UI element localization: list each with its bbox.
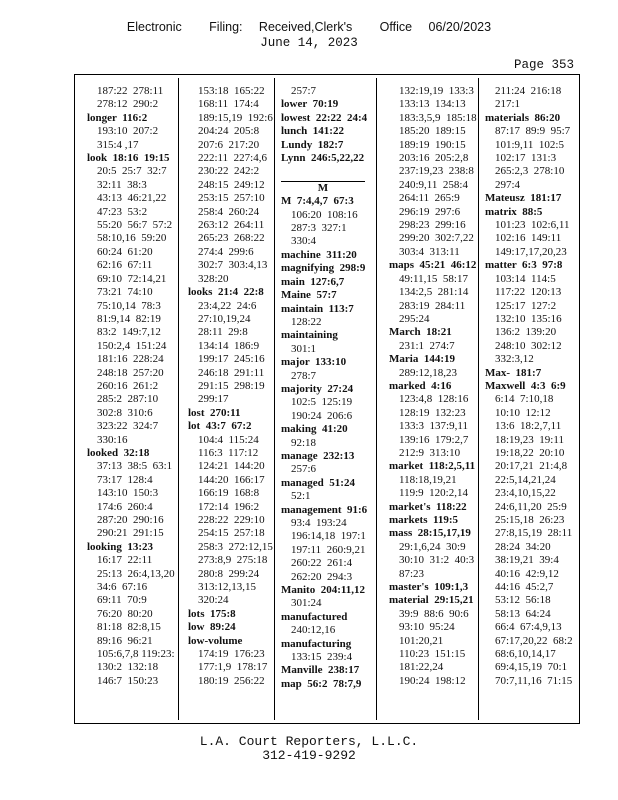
page-line-refs: 301:24 xyxy=(291,597,322,610)
page-line-refs: 248:15 249:12 xyxy=(198,178,265,191)
page-line-refs: 133:13 134:13 xyxy=(399,98,466,111)
page-line-refs: 211:24 216:18 xyxy=(495,85,562,97)
index-term: material 29:15,21 xyxy=(389,594,474,607)
index-term: Mateusz 181:17 xyxy=(485,192,562,205)
index-term: master's 109:1,3 xyxy=(389,581,469,594)
page-line-refs: 262:20 294:3 xyxy=(291,570,353,583)
page-line-refs: 66:4 67:4,9,13 xyxy=(495,621,562,634)
page-line-refs: 27:8,15,19 28:11 xyxy=(495,527,573,540)
index-term: lot 43:7 67:2 xyxy=(188,420,252,433)
page-line-refs: 130:2 132:18 xyxy=(97,661,159,674)
page-line-refs: 166:19 168:8 xyxy=(198,487,260,500)
page-line-refs: 240:12,16 xyxy=(291,624,336,637)
index-term: market's 118:22 xyxy=(389,500,467,513)
page-line-refs: 263:12 264:11 xyxy=(198,219,265,232)
index-term: market 118:2,5,11 xyxy=(389,460,476,473)
page-line-refs: 132:10 135:16 xyxy=(495,312,562,325)
index-frame xyxy=(74,74,580,724)
page-line-refs: 101:23 102:6,11 xyxy=(495,219,570,232)
page-line-refs: 291:15 298:19 xyxy=(198,379,265,392)
index-term: managed 51:24 xyxy=(281,476,355,489)
page-line-refs: 89:16 96:21 xyxy=(97,634,153,647)
page-line-refs: 125:17 127:2 xyxy=(495,299,557,312)
page-line-refs: 177:1,9 178:17 xyxy=(198,661,268,674)
page-line-refs: 187:22 278:11 xyxy=(97,85,164,97)
page-line-refs: 172:14 196:2 xyxy=(198,500,260,513)
page-line-refs: 283:19 284:11 xyxy=(399,299,466,312)
page-line-refs: 116:3 117:12 xyxy=(198,446,259,459)
index-column-2 xyxy=(188,85,282,688)
page-line-refs: 328:20 xyxy=(198,272,229,285)
page-line-refs: 123:4,8 128:16 xyxy=(399,393,469,406)
page-line-refs: 181:22,24 xyxy=(399,661,444,674)
page-line-refs: 265:2,3 278:10 xyxy=(495,165,565,178)
page-line-refs: 153:18 165:22 xyxy=(198,85,265,97)
index-term: magnifying 298:9 xyxy=(281,262,366,275)
index-term: maintaining xyxy=(281,329,338,342)
page-line-refs: 43:13 46:21,22 xyxy=(97,192,167,205)
page-line-refs: 49:11,15 58:17 xyxy=(399,272,468,285)
page-line-refs: 146:7 150:23 xyxy=(97,674,159,687)
page-line-refs: 16:17 22:11 xyxy=(97,554,153,567)
page-line-refs: 103:14 114:5 xyxy=(495,272,556,285)
page-line-refs: 313:12,13,15 xyxy=(198,581,257,594)
page-line-refs: 60:24 61:20 xyxy=(97,245,153,258)
hearing-date: June 14, 2023 xyxy=(260,36,358,50)
page-line-refs: 254:15 257:18 xyxy=(198,527,265,540)
page-line-refs: 133:15 239:4 xyxy=(291,651,353,664)
page-line-refs: 189:19 190:15 xyxy=(399,138,466,151)
page-line-refs: 6:14 7:10,18 xyxy=(495,393,554,406)
page-line-refs: 303:4 313:11 xyxy=(399,245,460,258)
page-line-refs: 106:20 108:16 xyxy=(291,208,358,221)
page-line-refs: 32:11 38:3 xyxy=(97,178,147,191)
page-line-refs: 25:15,18 26:23 xyxy=(495,514,565,526)
index-term: management 91:6 xyxy=(281,503,368,516)
page-line-refs: 183:3,5,9 185:18 xyxy=(399,111,477,124)
index-term: low-volume xyxy=(188,634,243,647)
page-line-refs: 299:20 302:7,22 xyxy=(399,232,474,245)
page-line-refs: 81:9,14 82:19 xyxy=(97,312,161,325)
page-line-refs: 93:10 95:24 xyxy=(399,621,455,634)
index-term: Manito 204:11,12 xyxy=(281,584,366,597)
page-line-refs: 128:19 132:23 xyxy=(399,406,466,419)
page-line-refs: 264:11 265:9 xyxy=(399,192,460,205)
page-line-refs: 101:20,21 xyxy=(399,634,444,647)
index-term: maintain 113:7 xyxy=(281,302,354,315)
page-line-refs: 22:5,14,21,24 xyxy=(495,473,556,486)
page-line-refs: 75:10,14 78:3 xyxy=(97,299,161,312)
index-term: Lundy 182:7 xyxy=(281,138,344,151)
index-term: low 89:24 xyxy=(188,621,236,634)
page-line-refs: 181:16 228:24 xyxy=(97,353,164,366)
index-term: Maria 144:19 xyxy=(389,353,455,366)
page-line-refs: 139:16 179:2,7 xyxy=(399,433,469,446)
page-line-refs: 87:17 89:9 95:7 xyxy=(495,125,571,138)
page-line-refs: 28:24 34:20 xyxy=(495,540,551,553)
index-term: lowest 22:22 24:4 xyxy=(281,111,368,124)
page-line-refs: 301:1 xyxy=(291,342,317,355)
index-term: looked 32:18 xyxy=(87,446,150,459)
page-line-refs: 55:20 56:7 57:2 xyxy=(97,219,173,232)
page-line-refs: 315:4 ,17 xyxy=(97,138,139,151)
page-line-refs: 69:4,15,19 70:1 xyxy=(495,661,568,674)
index-term: markets 119:5 xyxy=(389,514,459,526)
page-line-refs: 76:20 80:20 xyxy=(97,607,153,620)
page-line-refs: 260:22 261:4 xyxy=(291,557,353,570)
page-line-refs: 258:3 272:12,15 xyxy=(198,540,273,553)
page-line-refs: 302:8 310:6 xyxy=(97,406,153,419)
index-term: longer 116:2 xyxy=(87,111,148,124)
reporter-company: L.A. Court Reporters, L.L.C. xyxy=(199,734,419,749)
page-line-refs: 203:16 205:2,8 xyxy=(399,152,469,165)
index-term: M 7:4,4,7 67:3 xyxy=(281,195,354,208)
page-line-refs: 128:22 xyxy=(291,315,322,328)
page-line-refs: 37:13 38:5 63:1 xyxy=(97,460,173,473)
index-column-5 xyxy=(485,85,579,688)
page-line-refs: 296:19 297:6 xyxy=(399,205,461,218)
index-term: manufacturing xyxy=(281,637,352,650)
index-term: lost 270:11 xyxy=(188,406,241,419)
page-line-refs: 190:24 206:6 xyxy=(291,409,353,422)
page-line-refs: 217:1 xyxy=(495,98,521,111)
index-term: machine 311:20 xyxy=(281,248,357,261)
page-line-refs: 133:3 137:9,11 xyxy=(399,420,468,433)
page-line-refs: 290:21 291:15 xyxy=(97,527,164,540)
index-term: Maxwell 4:3 6:9 xyxy=(485,379,566,392)
page-number: Page 353 xyxy=(513,58,574,72)
page-line-refs: 27:10,19,24 xyxy=(198,312,251,325)
page-line-refs: 58:10,16 59:20 xyxy=(97,232,167,245)
page-line-refs: 52:1 xyxy=(291,490,311,503)
index-term: Lynn 246:5,22,22 xyxy=(281,152,365,165)
page-line-refs: 199:17 245:16 xyxy=(198,353,265,366)
index-term: manage 232:13 xyxy=(281,449,355,462)
page-line-refs: 246:18 291:11 xyxy=(198,366,265,379)
page-line-refs: 193:10 207:2 xyxy=(97,125,159,138)
page-line-refs: 34:6 67:16 xyxy=(97,581,148,594)
index-term: Max- 181:7 xyxy=(485,366,542,379)
page-line-refs: 70:7,11,16 71:15 xyxy=(495,674,573,687)
page-line-refs: 101:9,11 102:5 xyxy=(495,138,564,151)
page-line-refs: 20:17,21 21:4,8 xyxy=(495,460,568,473)
page-line-refs: 19:18,22 20:10 xyxy=(495,446,565,459)
page-line-refs: 150:2,4 151:24 xyxy=(97,339,167,352)
page-line-refs: 228:22 229:10 xyxy=(198,514,265,526)
page-line-refs: 248:10 302:12 xyxy=(495,339,562,352)
index-term: lunch 141:22 xyxy=(281,125,344,138)
page-line-refs: 278:7 xyxy=(291,369,317,382)
page-line-refs: 28:11 29:8 xyxy=(198,326,248,339)
page-line-refs: 81:18 82:8,15 xyxy=(97,621,161,634)
page-line-refs: 102:5 125:19 xyxy=(291,396,353,409)
page-line-refs: 278:12 290:2 xyxy=(97,98,159,111)
index-term: majority 27:24 xyxy=(281,382,354,395)
page-line-refs: 174:6 260:4 xyxy=(97,500,153,513)
page-line-refs: 23:4,22 24:6 xyxy=(198,299,257,312)
page-line-refs: 212:9 313:10 xyxy=(399,446,461,459)
page-line-refs: 237:19,23 238:8 xyxy=(399,165,474,178)
page-line-refs: 67:17,20,22 68:2 xyxy=(495,634,573,647)
page-line-refs: 320:24 xyxy=(198,594,229,607)
page-line-refs: 53:12 56:18 xyxy=(495,594,551,607)
page-line-refs: 204:24 205:8 xyxy=(198,125,260,138)
index-term: maps 45:21 46:12 xyxy=(389,259,477,272)
page-line-refs: 92:18 xyxy=(291,436,317,449)
index-term: Manville 238:17 xyxy=(281,664,360,677)
page-line-refs: 197:11 260:9,21 xyxy=(291,543,366,556)
page-line-refs: 222:11 227:4,6 xyxy=(198,152,267,165)
index-term: marked 4:16 xyxy=(389,379,452,392)
page-line-refs: 134:2,5 281:14 xyxy=(399,286,469,299)
index-term: look 18:16 19:15 xyxy=(87,152,170,165)
page-line-refs: 185:20 189:15 xyxy=(399,125,466,138)
page-line-refs: 69:10 72:14,21 xyxy=(97,272,167,285)
index-term: map 56:2 78:7,9 xyxy=(281,677,362,690)
page-line-refs: 44:16 45:2,7 xyxy=(495,581,554,594)
page-line-refs: 39:9 88:6 90:6 xyxy=(399,607,469,620)
page-line-refs: 287:3 327:1 xyxy=(291,222,347,235)
page-line-refs: 257:6 xyxy=(291,463,317,476)
page-line-refs: 196:14,18 197:1 xyxy=(291,530,366,543)
page-line-refs: 40:16 42:9,12 xyxy=(495,567,559,580)
index-term: mass 28:15,17,19 xyxy=(389,527,471,540)
index-term: major 133:10 xyxy=(281,356,347,369)
index-term: lots 175:8 xyxy=(188,607,236,620)
page-line-refs: 257:7 xyxy=(291,85,317,97)
page-line-refs: 29:1,6,24 30:9 xyxy=(399,540,466,553)
page-line-refs: 285:2 287:10 xyxy=(97,393,159,406)
page-line-refs: 110:23 151:15 xyxy=(399,648,466,661)
index-term: looks 21:4 22:8 xyxy=(188,286,264,299)
page-line-refs: 287:20 290:16 xyxy=(97,514,164,526)
filing-stamp: Electronic Filing: Received,Clerk's Office 06/20/2023 xyxy=(126,20,492,34)
index-column-3 xyxy=(281,85,375,691)
index-term: lower 70:19 xyxy=(281,98,339,111)
page-line-refs: 180:19 256:22 xyxy=(198,674,265,687)
page-line-refs: 68:6,10,14,17 xyxy=(495,648,556,661)
page-line-refs: 143:10 150:3 xyxy=(97,487,159,500)
page-line-refs: 297:4 xyxy=(495,178,521,191)
page-line-refs: 13:6 18:2,7,11 xyxy=(495,420,562,433)
page-line-refs: 230:22 242:2 xyxy=(198,165,260,178)
page-line-refs: 240:9,11 258:4 xyxy=(399,178,468,191)
page-line-refs: 69:11 70:9 xyxy=(97,594,147,607)
page-line-refs: 119:9 120:2,14 xyxy=(399,487,468,500)
letter-heading: M xyxy=(281,181,365,195)
page-line-refs: 174:19 176:23 xyxy=(198,648,265,661)
page-line-refs: 260:16 261:2 xyxy=(97,379,159,392)
page-line-refs: 189:15,19 192:6 xyxy=(198,111,273,124)
spacer xyxy=(281,165,375,178)
page-line-refs: 323:22 324:7 xyxy=(97,420,159,433)
page-line-refs: 132:19,19 133:3 xyxy=(399,85,474,97)
page-line-refs: 10:10 12:12 xyxy=(495,406,551,419)
page-line-refs: 30:10 31:2 40:3 xyxy=(399,554,475,567)
index-column-4 xyxy=(389,85,483,688)
page-line-refs: 330:16 xyxy=(97,433,128,446)
page-line-refs: 149:17,17,20,23 xyxy=(495,245,567,258)
page-line-refs: 20:5 25:7 32:7 xyxy=(97,165,167,178)
page-line-refs: 207:6 217:20 xyxy=(198,138,260,151)
index-term: March 18:21 xyxy=(389,326,452,339)
page-line-refs: 124:21 144:20 xyxy=(198,460,265,473)
page-line-refs: 231:1 274:7 xyxy=(399,339,455,352)
page-line-refs: 47:23 53:2 xyxy=(97,205,148,218)
page-line-refs: 265:23 268:22 xyxy=(198,232,265,245)
index-term: looking 13:23 xyxy=(87,540,154,553)
page-line-refs: 18:19,23 19:11 xyxy=(495,433,564,446)
page-line-refs: 332:3,12 xyxy=(495,353,534,366)
column-divider xyxy=(376,78,377,720)
page-line-refs: 280:8 299:24 xyxy=(198,567,260,580)
index-term: matrix 88:5 xyxy=(485,205,543,218)
page-line-refs: 190:24 198:12 xyxy=(399,674,466,687)
reporter-phone: 312-419-9292 xyxy=(262,748,356,763)
page-line-refs: 58:13 64:24 xyxy=(495,607,551,620)
page-line-refs: 298:23 299:16 xyxy=(399,219,466,232)
index-column-1 xyxy=(87,85,181,688)
page-line-refs: 134:14 186:9 xyxy=(198,339,260,352)
page-line-refs: 258:4 260:24 xyxy=(198,205,260,218)
page-line-refs: 168:11 174:4 xyxy=(198,98,259,111)
page-line-refs: 299:17 xyxy=(198,393,229,406)
index-term: main 127:6,7 xyxy=(281,275,345,288)
page-line-refs: 118:18,19,21 xyxy=(399,473,457,486)
page-line-refs: 23:4,10,15,22 xyxy=(495,487,556,500)
page-line-refs: 83:2 149:7,12 xyxy=(97,326,161,339)
page-line-refs: 73:17 128:4 xyxy=(97,473,153,486)
page-line-refs: 117:22 120:13 xyxy=(495,286,562,299)
page-line-refs: 274:4 299:6 xyxy=(198,245,254,258)
page-line-refs: 38:19,21 39:4 xyxy=(495,554,559,567)
page-line-refs: 273:8,9 275:18 xyxy=(198,554,268,567)
index-term: materials 86:20 xyxy=(485,111,561,124)
page-line-refs: 104:4 115:24 xyxy=(198,433,259,446)
page-line-refs: 24:6,11,20 25:9 xyxy=(495,500,567,513)
page-line-refs: 62:16 67:11 xyxy=(97,259,153,272)
index-term: Maine 57:7 xyxy=(281,289,337,302)
page-line-refs: 289:12,18,23 xyxy=(399,366,458,379)
page-line-refs: 253:15 257:10 xyxy=(198,192,265,205)
page-line-refs: 136:2 139:20 xyxy=(495,326,557,339)
page-line-refs: 87:23 xyxy=(399,567,425,580)
page-line-refs: 302:7 303:4,13 xyxy=(198,259,268,272)
page-line-refs: 248:18 257:20 xyxy=(97,366,164,379)
page-line-refs: 102:17 131:3 xyxy=(495,152,557,165)
page-line-refs: 295:24 xyxy=(399,312,430,325)
page-line-refs: 73:21 74:10 xyxy=(97,286,153,299)
page-line-refs: 102:16 149:11 xyxy=(495,232,562,245)
index-term: manufactured xyxy=(281,610,348,623)
page-line-refs: 330:4 xyxy=(291,235,317,248)
page-line-refs: 25:13 26:4,13,20 xyxy=(97,567,175,580)
index-term: making 41:20 xyxy=(281,423,348,436)
page-line-refs: 105:6,7,8 119:23: xyxy=(97,648,175,661)
page-line-refs: 93:4 193:24 xyxy=(291,517,347,529)
page-line-refs: 144:20 166:17 xyxy=(198,473,265,486)
index-term: matter 6:3 97:8 xyxy=(485,259,563,272)
